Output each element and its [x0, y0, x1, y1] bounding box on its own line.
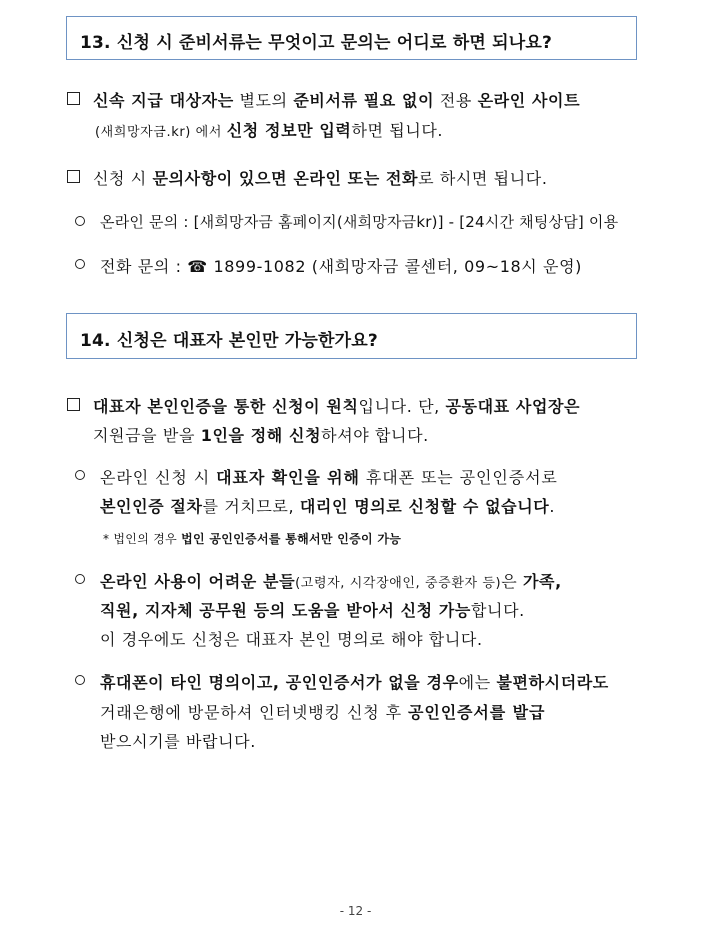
q14-paragraph-1-line-1: 대표자 본인인증을 통한 신청이 원칙입니다. 단, 공동대표 사업장은	[93, 397, 581, 416]
checkbox-bullet-icon	[67, 398, 80, 411]
q14-item-1-line-2: 본인인증 절차를 거치므로, 대리인 명의로 신청할 수 없습니다.	[100, 497, 556, 516]
circle-bullet-icon	[75, 216, 85, 226]
circle-bullet-icon	[75, 675, 85, 685]
q14-item-3-line-1: 휴대폰이 타인 명의이고, 공인인증서가 없을 경우에는 불편하시더라도	[100, 673, 609, 692]
q13-phone-inquiry: 전화 문의 : ☎ 1899-1082 (새희망자금 콜센터, 09~18시 운영)	[100, 257, 582, 276]
page-number: - 12 -	[339, 904, 372, 918]
q14-paragraph-1-line-2: 지원금을 받을 1인을 정해 신청하셔야 합니다.	[93, 426, 429, 445]
q13-online-inquiry: 온라인 문의 : [새희망자금 홈페이지(새희망자금kr)] - [24시간 채팅상담] 이용	[100, 213, 619, 231]
circle-bullet-icon	[75, 574, 85, 584]
q14-item-3-line-3: 받으시기를 바랍니다.	[100, 732, 256, 751]
q14-note: * 법인의 경우 법인 공인인증서를 통해서만 인증이 가능	[103, 532, 402, 546]
telephone-icon: ☎	[187, 257, 208, 276]
q14-item-2-line-3: 이 경우에도 신청은 대표자 본인 명의로 해야 합니다.	[100, 630, 483, 649]
checkbox-bullet-icon	[67, 92, 80, 105]
question-13-box	[66, 16, 637, 60]
question-14-title: 14. 신청은 대표자 본인만 가능한가요?	[80, 331, 378, 351]
q14-item-3-line-2: 거래은행에 방문하셔 인터넷뱅킹 신청 후 공인인증서를 발급	[100, 703, 546, 722]
circle-bullet-icon	[75, 470, 85, 480]
circle-bullet-icon	[75, 259, 85, 269]
question-13-title: 13. 신청 시 준비서류는 무엇이고 문의는 어디로 하면 되나요?	[80, 33, 553, 53]
q13-paragraph-2: 신청 시 문의사항이 있으면 온라인 또는 전화로 하시면 됩니다.	[93, 169, 548, 188]
checkbox-bullet-icon	[67, 170, 80, 183]
q14-item-1-line-1: 온라인 신청 시 대표자 확인을 위해 휴대폰 또는 공인인증서로	[100, 468, 558, 487]
q14-item-2-line-1: 온라인 사용이 어려운 분들(고령자, 시각장애인, 중증환자 등)은 가족,	[100, 572, 562, 591]
q13-paragraph-1-line-1: 신속 지급 대상자는 별도의 준비서류 필요 없이 전용 온라인 사이트	[93, 91, 581, 110]
q14-item-2-line-2: 직원, 지자체 공무원 등의 도움을 받아서 신청 가능합니다.	[100, 601, 525, 620]
question-14-box	[66, 313, 637, 359]
q13-paragraph-1-line-2: (새희망자금.kr) 에서 신청 정보만 입력하면 됩니다.	[95, 121, 444, 140]
